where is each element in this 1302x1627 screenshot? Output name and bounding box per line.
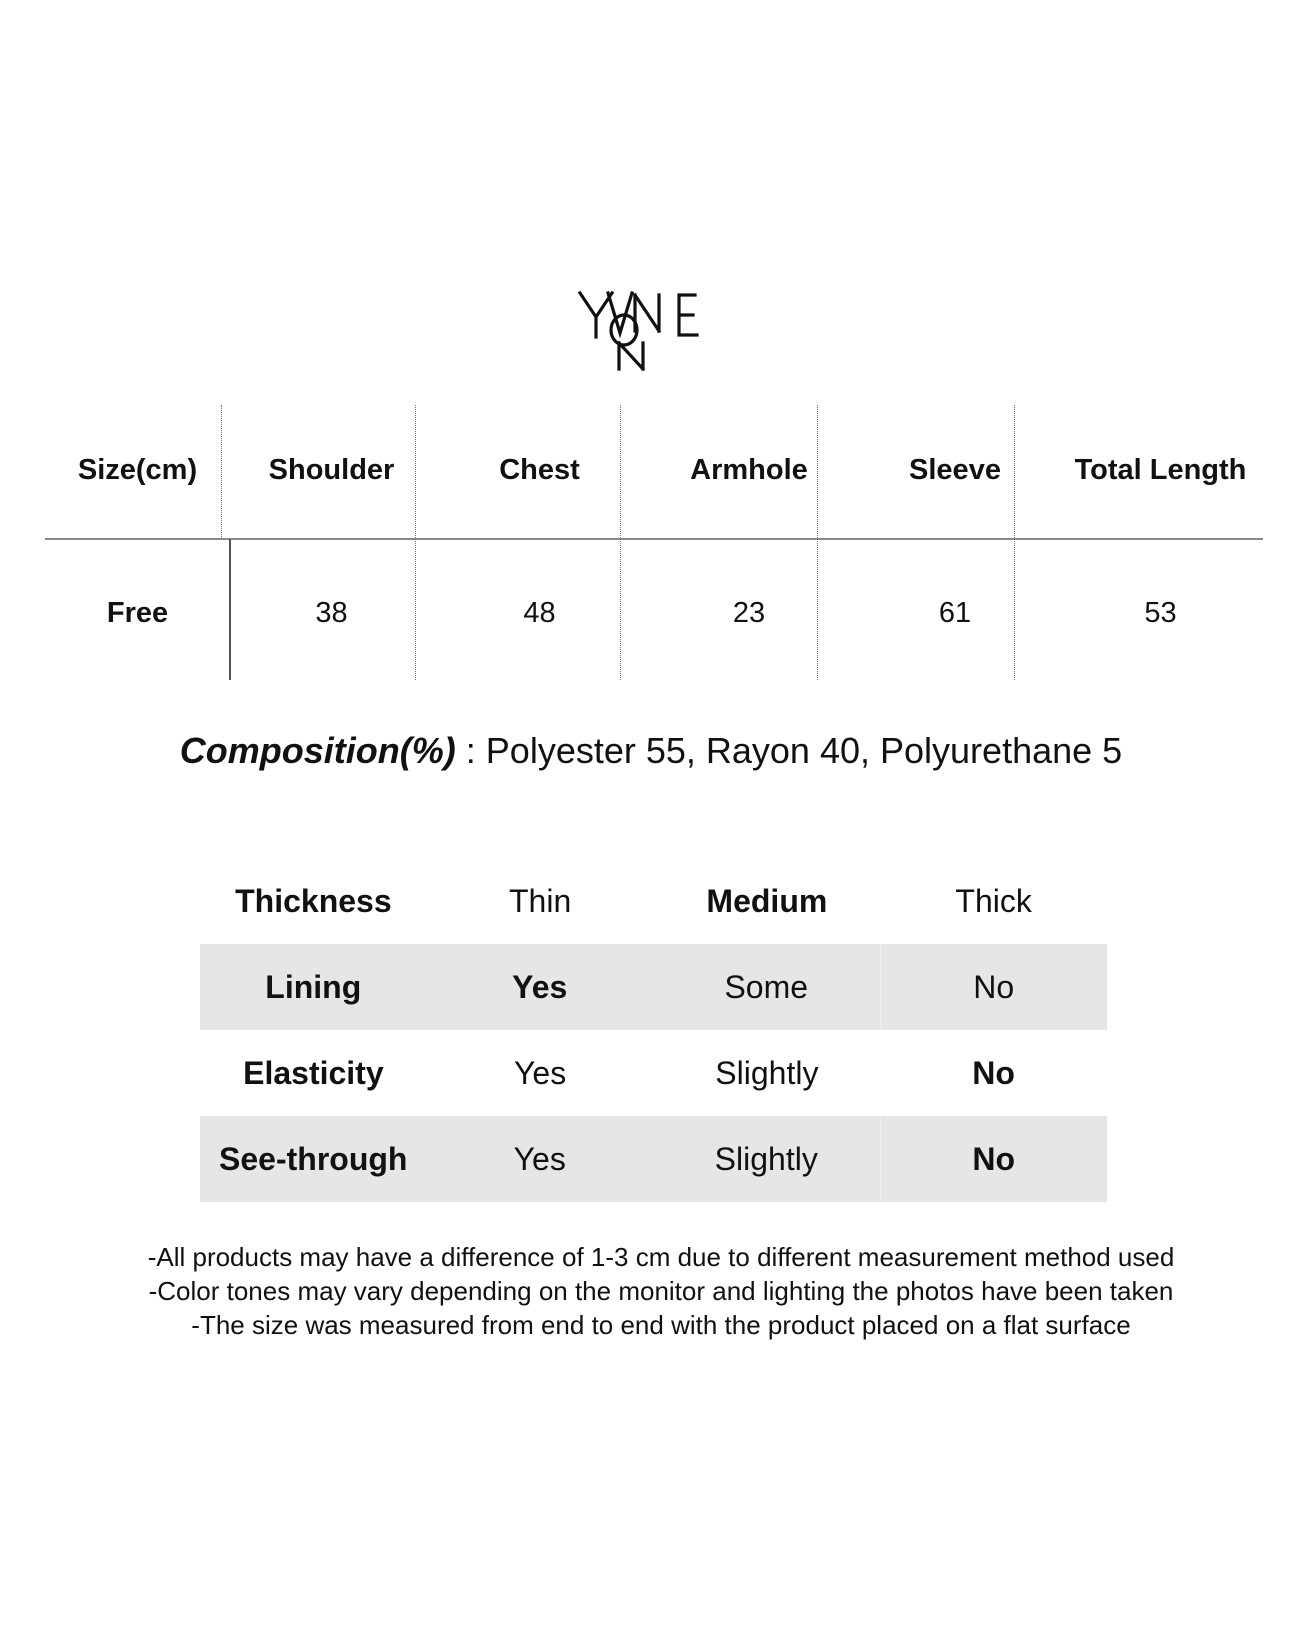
fabric-option: Some [724,968,809,1005]
value-shoulder: 38 [315,597,348,629]
composition-label: Composition(%) [179,730,456,771]
composition-line [0,730,1302,772]
fabric-option: Yes [514,1054,567,1091]
row-size: Free [106,597,169,629]
column-divider [221,405,222,539]
composition-value: Polyester 55, Rayon 40, Polyurethane 5 [485,730,1123,771]
composition-separator: : [455,730,486,771]
column-divider [817,405,818,680]
brand-logo [575,285,735,385]
header-chest: Chest [499,453,580,486]
note-line: -All products may have a difference of 1-3 cm due to different measurement method used [147,1242,1175,1272]
fabric-label: Lining [265,968,362,1005]
table-row [45,539,1263,680]
value-armhole: 23 [732,597,766,629]
size-table [45,405,1263,680]
note-line: -The size was measured from end to end with the product placed on a flat surface [191,1310,1131,1340]
fabric-option: No [880,944,1108,1030]
fabric-option: Thin [509,882,572,919]
column-divider [620,405,621,680]
column-divider [415,405,416,680]
value-sleeve: 61 [938,597,972,629]
header-armhole: Armhole [690,453,808,486]
header-sleeve: Sleeve [909,453,1001,486]
fabric-row-see-through [200,1116,1107,1202]
fabric-label: Thickness [235,882,392,919]
header-shoulder: Shoulder [268,453,395,486]
fabric-option: Yes [513,1140,566,1177]
note-line: -Color tones may vary depending on the monitor and lighting the photos have been taken [148,1276,1174,1306]
fabric-label: See-through [219,1140,408,1177]
header-size: Size(cm) [77,453,198,486]
column-divider [1014,405,1015,680]
fabric-option-selected: No [972,1054,1015,1091]
fabric-option: Slightly [714,1140,818,1177]
fabric-row-lining [200,944,1107,1030]
header-divider [45,538,1263,540]
size-table-header [45,405,1263,539]
fabric-label: Elasticity [243,1054,384,1091]
fabric-option: Thick [955,882,1032,919]
column-divider [229,539,231,680]
fabric-option: Slightly [715,1054,819,1091]
fabric-row-elasticity [200,1030,1107,1116]
fabric-row-thickness [200,858,1107,944]
disclaimer-notes [0,1240,1302,1342]
value-total-length: 53 [1144,597,1177,629]
fabric-option-selected: Medium [706,882,828,919]
header-total-length: Total Length [1074,453,1247,486]
value-chest: 48 [523,597,556,629]
fabric-option-selected: No [880,1116,1108,1202]
fabric-option-selected: Yes [512,968,568,1005]
fabric-properties-table [200,858,1107,1202]
